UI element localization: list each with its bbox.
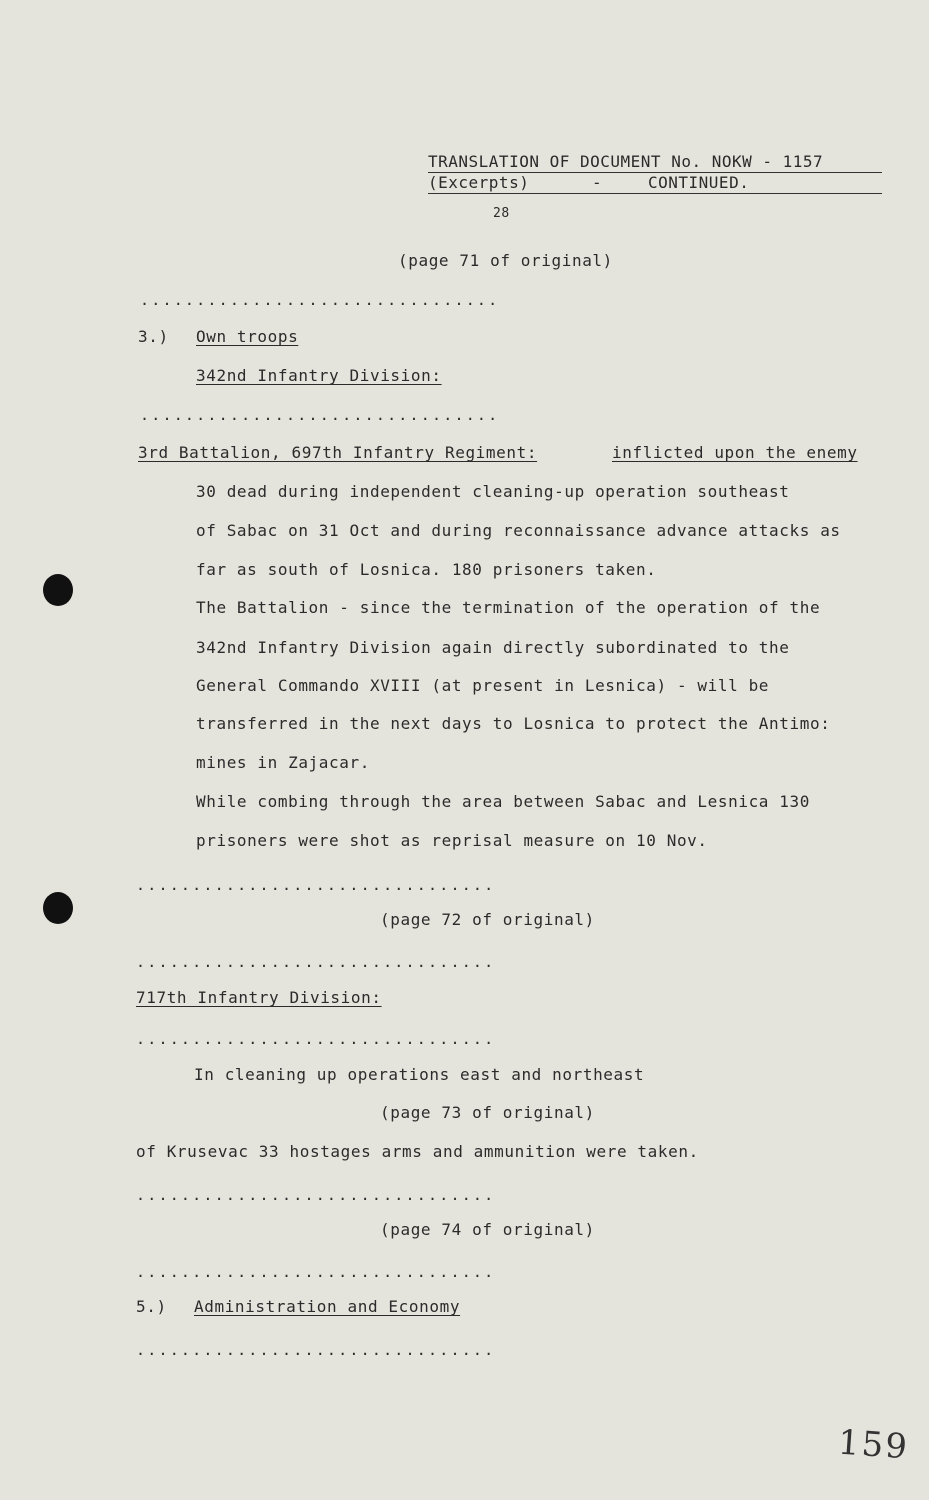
body-line: The Battalion - since the termination of the operation of the [196, 598, 821, 617]
body-line: General Commando XVIII (at present in Lesnica) - will be [196, 676, 770, 695]
page-ref-72: (page 72 of original) [380, 910, 595, 929]
ellipsis-divider: ................................ [136, 953, 496, 971]
body-line: prisoners were shot as reprisal measure on 10 Nov. [196, 831, 708, 850]
body-line: transferred in the next days to Losnica to protect the Antimo: [196, 714, 831, 733]
handwritten-page-number: 159 [836, 1422, 911, 1468]
page-number: 28 [493, 206, 510, 221]
page-ref-74: (page 74 of original) [380, 1220, 595, 1239]
ellipsis-divider: ................................ [136, 1341, 496, 1359]
body-line: In cleaning up operations east and northeast [194, 1065, 645, 1084]
battalion-heading: 3rd Battalion, 697th Infantry Regiment: [138, 443, 538, 462]
header-excerpts: (Excerpts) [428, 173, 530, 192]
body-line: 30 dead during independent cleaning-up operation southeast [196, 482, 790, 501]
ellipsis-divider: ................................ [140, 291, 500, 309]
section-3-title: Own troops [196, 327, 299, 346]
ellipsis-divider: ................................ [136, 876, 496, 894]
page-ref-71: (page 71 of original) [398, 251, 613, 270]
body-line: 342nd Infantry Division again directly subordinated to the [196, 638, 790, 657]
body-line: of Krusevac 33 hostages arms and ammunition were taken. [136, 1142, 699, 1161]
header-title: TRANSLATION OF DOCUMENT No. NOKW - 1157 [428, 152, 882, 173]
ellipsis-divider: ................................ [136, 1263, 496, 1281]
body-line: of Sabac on 31 Oct and during reconnaissance advance attacks as [196, 521, 841, 540]
header-subtitle [428, 173, 882, 194]
ellipsis-divider: ................................ [136, 1030, 496, 1048]
punch-hole-bottom [43, 892, 73, 924]
body-line: far as south of Losnica. 180 prisoners taken. [196, 560, 657, 579]
division-717-heading: 717th Infantry Division: [136, 988, 382, 1007]
section-5-number: 5.) [136, 1297, 167, 1316]
ellipsis-divider: ................................ [140, 406, 500, 424]
section-5-title: Administration and Economy [194, 1297, 461, 1316]
body-line: mines in Zajacar. [196, 753, 370, 772]
header-dash: - [592, 173, 603, 192]
header-continued: CONTINUED. [648, 173, 750, 192]
division-342-heading: 342nd Infantry Division: [196, 366, 442, 385]
document-header [428, 152, 882, 194]
battalion-lead: inflicted upon the enemy [612, 443, 858, 462]
body-line: While combing through the area between Sabac and Lesnica 130 [196, 792, 810, 811]
punch-hole-top [43, 574, 73, 606]
page-ref-73: (page 73 of original) [380, 1103, 595, 1122]
ellipsis-divider: ................................ [136, 1186, 496, 1204]
section-3-number: 3.) [138, 327, 169, 346]
